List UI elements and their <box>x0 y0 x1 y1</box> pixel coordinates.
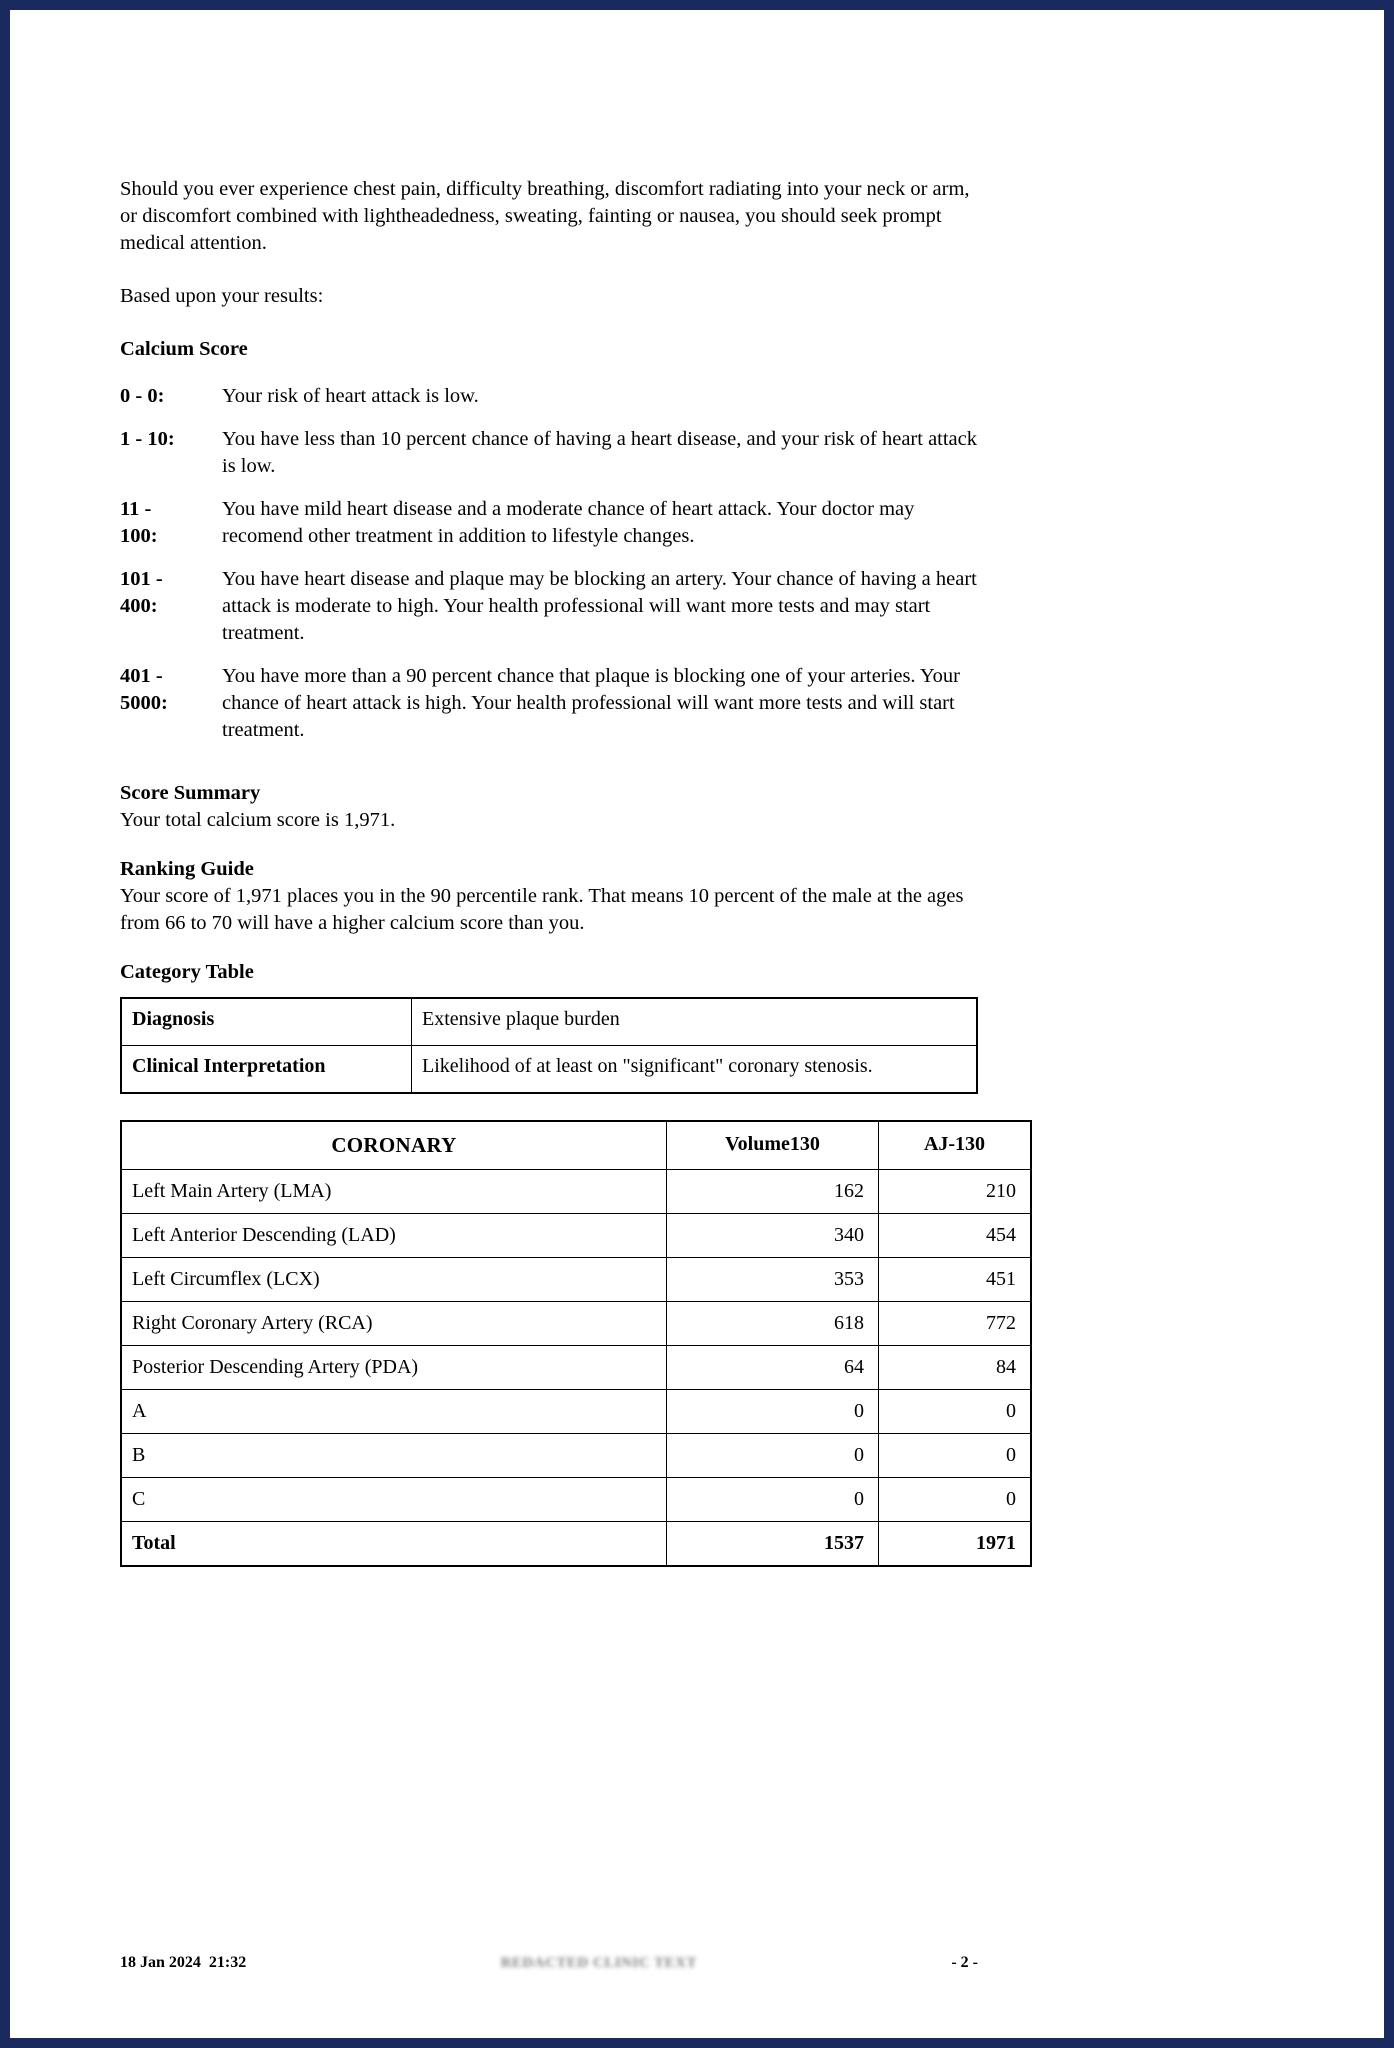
score-range-line1: 101 - <box>120 568 163 591</box>
category-table-heading: Category Table <box>120 960 254 983</box>
ranking-guide-text: Your score of 1,971 places you in the 90 percentile rank. That means 10 percent of the male at the ages from 66 to 70 will have a higher calcium score than you. <box>120 884 964 934</box>
score-range-line1: 401 - <box>120 665 163 688</box>
spacer <box>120 257 978 283</box>
coronary-total-aj: 1971 <box>879 1522 1032 1567</box>
coronary-vessel-name: Posterior Descending Artery (PDA) <box>121 1346 667 1390</box>
table-row <box>121 1390 1031 1434</box>
score-range-row <box>120 663 978 744</box>
coronary-total-label: Total <box>121 1522 667 1567</box>
coronary-vessel-name: B <box>121 1434 667 1478</box>
based-upon-line: Based upon your results: <box>120 285 324 308</box>
coronary-vessel-name: Right Coronary Artery (RCA) <box>121 1302 667 1346</box>
score-range-label <box>120 496 222 550</box>
coronary-scores-table <box>120 1120 1032 1567</box>
coronary-vessel-name: Left Anterior Descending (LAD) <box>121 1214 667 1258</box>
coronary-aj-value: 772 <box>879 1302 1032 1346</box>
coronary-aj-value: 0 <box>879 1390 1032 1434</box>
score-range-label <box>120 566 222 647</box>
category-row-value: Likelihood of at least on "significant" coronary stenosis. <box>412 1046 978 1094</box>
coronary-aj-value: 210 <box>879 1170 1032 1214</box>
coronary-volume-value: 64 <box>667 1346 879 1390</box>
score-summary-text: Your total calcium score is 1,971. <box>120 808 396 831</box>
coronary-vessel-name: Left Main Artery (LMA) <box>121 1170 667 1214</box>
coronary-aj-value: 454 <box>879 1214 1032 1258</box>
coronary-volume-value: 162 <box>667 1170 879 1214</box>
score-range-label <box>120 426 222 480</box>
ranking-guide-block <box>120 856 978 937</box>
coronary-aj-value: 0 <box>879 1478 1032 1522</box>
table-row <box>121 1214 1031 1258</box>
coronary-aj-value: 0 <box>879 1434 1032 1478</box>
coronary-vessel-name: A <box>121 1390 667 1434</box>
coronary-vessel-name: C <box>121 1478 667 1522</box>
score-range-line1: 0 - 0: <box>120 384 165 407</box>
table-row <box>121 1170 1031 1214</box>
ranking-guide-heading: Ranking Guide <box>120 858 254 881</box>
score-range-row <box>120 426 978 480</box>
table-row <box>121 1302 1031 1346</box>
table-header-row <box>121 1121 1031 1170</box>
table-row <box>121 998 977 1046</box>
coronary-volume-value: 618 <box>667 1302 879 1346</box>
spacer <box>120 363 978 383</box>
coronary-volume-value: 0 <box>667 1390 879 1434</box>
category-row-label: Diagnosis <box>121 998 412 1046</box>
table-row <box>121 1478 1031 1522</box>
score-range-label <box>120 663 222 744</box>
spacer <box>120 760 978 780</box>
score-range-description: You have heart disease and plaque may be blocking an artery. Your chance of having a heart attack is moderate to high. Your health professional will want more tests and may start treatment. <box>222 568 977 645</box>
table-row <box>121 1046 977 1094</box>
coronary-aj-value: 84 <box>879 1346 1032 1390</box>
intro-paragraph: Should you ever experience chest pain, difficulty breathing, discomfort radiating into your neck or arm, or discomfort combined with lightheadedness, sweating, fainting or nausea, you should seek prompt medical attention. <box>120 178 970 255</box>
coronary-volume-value: 340 <box>667 1214 879 1258</box>
score-range-line2: 5000: <box>120 692 168 715</box>
category-row-value: Extensive plaque burden <box>412 998 978 1046</box>
coronary-header-volume: Volume130 <box>667 1121 879 1170</box>
coronary-vessel-name: Left Circumflex (LCX) <box>121 1258 667 1302</box>
spacer <box>120 985 978 997</box>
score-range-line1: 1 - 10: <box>120 427 175 450</box>
coronary-volume-value: 353 <box>667 1258 879 1302</box>
page-footer <box>120 1954 978 1972</box>
footer-page-number: - 2 - <box>951 1954 978 1971</box>
document-content <box>120 176 1016 1567</box>
coronary-aj-value: 451 <box>879 1258 1032 1302</box>
calcium-score-heading: Calcium Score <box>120 338 248 361</box>
score-range-description: You have less than 10 percent chance of having a heart disease, and your risk of heart attack is low. <box>222 427 978 477</box>
coronary-header-aj: AJ-130 <box>879 1121 1032 1170</box>
coronary-header-name: CORONARY <box>121 1121 667 1170</box>
score-range-description: Your risk of heart attack is low. <box>222 384 479 407</box>
spacer <box>120 310 978 336</box>
coronary-total-volume: 1537 <box>667 1522 879 1567</box>
table-row <box>121 1258 1031 1302</box>
score-range-row <box>120 566 978 647</box>
coronary-volume-value: 0 <box>667 1434 879 1478</box>
score-range-line1: 11 - <box>120 497 152 520</box>
category-table <box>120 997 978 1094</box>
score-range-description: You have more than a 90 percent chance that plaque is blocking one of your arteries. Your chance of heart attack is high. Your health professional will want more tests and will start treatment. <box>222 665 960 742</box>
score-range-line2: 400: <box>120 595 158 618</box>
page-sheet <box>16 16 1378 2032</box>
coronary-volume-value: 0 <box>667 1478 879 1522</box>
score-summary-block <box>120 780 978 834</box>
score-range-line2: 100: <box>120 525 158 548</box>
category-row-label: Clinical Interpretation <box>121 1046 412 1094</box>
table-row <box>121 1434 1031 1478</box>
footer-redacted-text: REDACTED CLINIC TEXT <box>500 1954 697 1971</box>
score-range-row <box>120 383 978 410</box>
score-summary-heading: Score Summary <box>120 782 261 805</box>
score-range-description: You have mild heart disease and a moderate chance of heart attack. Your doctor may recomend other treatment in addition to lifestyle changes. <box>222 497 915 548</box>
table-total-row <box>121 1522 1031 1567</box>
footer-timestamp: 18 Jan 2024 21:32 <box>120 1954 247 1971</box>
score-range-label <box>120 383 222 410</box>
table-row <box>121 1346 1031 1390</box>
score-range-row <box>120 496 978 550</box>
